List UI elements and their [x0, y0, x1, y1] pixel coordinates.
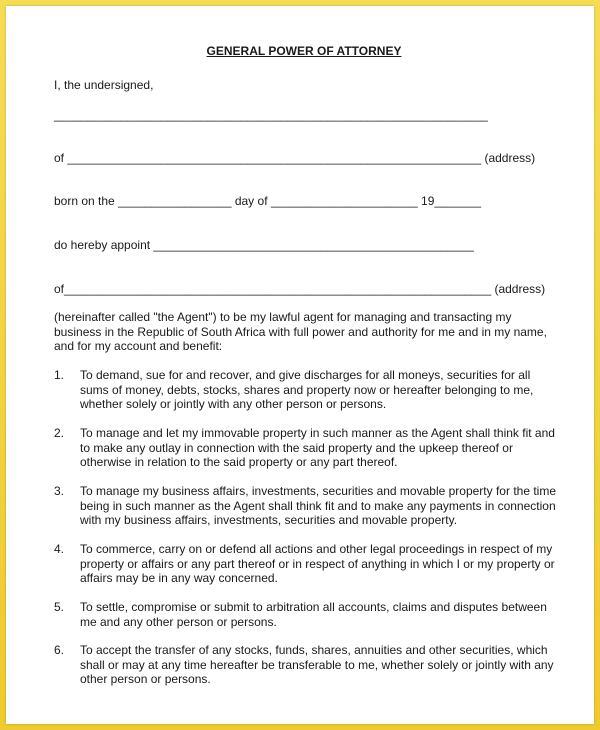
clause-text: To demand, sue for and recover, and give discharges for all moneys, securities for all sums of money, debts, stocks, shares and property now or hereafter belonging to me, whether solely or jointly with any other person or persons.: [80, 368, 534, 412]
agent-address-line: of________________________________________________________________ (address): [54, 282, 546, 296]
document-page: [6, 6, 594, 724]
clause-text: To settle, compromise or submit to arbitration all accounts, claims and disputes between me and any other person or persons.: [80, 600, 547, 629]
appoint-line: do hereby appoint ________________________________________________: [54, 238, 474, 252]
clause-text: To manage and let my immovable property in such manner as the Agent shall think fit and to make any outlay in connection with the said property and the upkeep thereof or otherwise in relation to the said property or any part thereof.: [80, 426, 555, 470]
name-blank-line: _________________________________________________________________: [54, 108, 488, 122]
clause-number: 5.: [54, 600, 65, 614]
clause-number: 6.: [54, 643, 65, 657]
birth-date-line: born on the _________________ day of ______________________ 19_______: [54, 194, 482, 208]
undersigned-line: I, the undersigned,: [54, 78, 154, 92]
clause-text: To manage my business affairs, investments, securities and movable property for the time being in such manner as the Agent shall think fit and to make any payments in connection with my business affairs, investments, securities and movable property.: [80, 484, 556, 528]
clause-number: 1.: [54, 368, 65, 382]
clause-number: 2.: [54, 426, 65, 440]
clause-text: To commerce, carry on or defend all actions and other legal proceedings in respect of my property or affairs or any part thereof or in respect of anything in which I or my property or affairs may be in any way concerned.: [80, 542, 555, 586]
clause-number: 4.: [54, 542, 65, 556]
address-line: of ______________________________________________________________ (address): [54, 151, 536, 165]
document-title: GENERAL POWER OF ATTORNEY: [206, 44, 402, 58]
intro-paragraph: (hereinafter called "the Agent") to be my lawful agent for managing and transacting my business in the Republic of South Africa with full power and authority for me and in my name, and for my account and benefit:: [54, 310, 547, 354]
clause-text: To accept the transfer of any stocks, funds, shares, annuities and other securities, which shall or may at any time hereafter be transferable to me, whether solely or jointly with any other person or persons.: [80, 643, 554, 687]
clause-number: 3.: [54, 484, 65, 498]
